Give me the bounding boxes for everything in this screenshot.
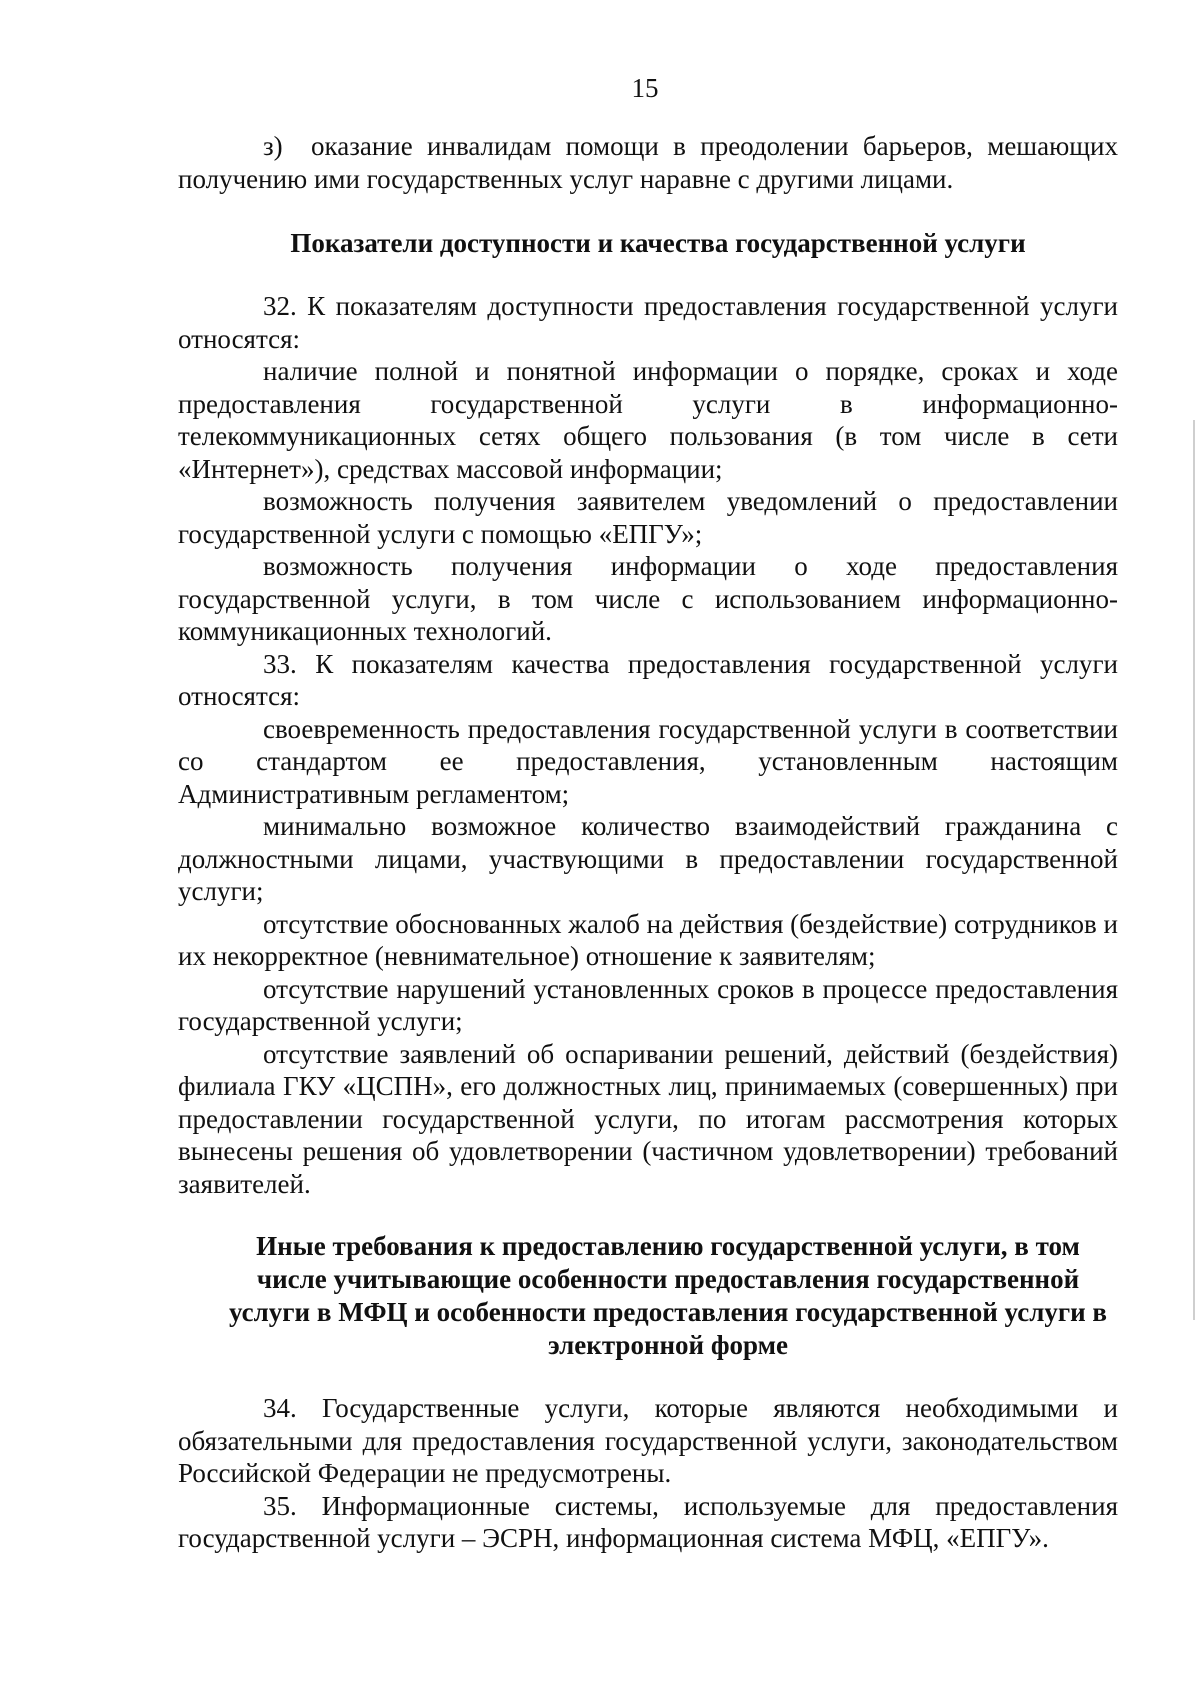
paragraph-33-d: отсутствие нарушений установленных сроков в процессе предоставления государственной услуги; (178, 973, 1118, 1036)
page-number: 15 (631, 73, 659, 103)
paragraph-33-e: отсутствие заявлений об оспаривании решений, действий (бездействия) филиала ГКУ «ЦСПН», его должностных лиц, принимаемых (совершенных) при предоставлении государственной услуги, по итогам рассмотрения которых вынесены решения об удовлетворении (частичном удовлетворении) требований заявителей. (178, 1038, 1118, 1199)
list-marker: з) (263, 131, 283, 161)
section-heading-block (178, 227, 1118, 260)
paragraph-33: 33. К показателям качества предоставления государственной услуги относятся: (178, 648, 1118, 711)
section-heading-block (178, 1230, 1118, 1362)
section-heading-other-requirements: Иные требования к предоставлению государственной услуги, в том числе учитывающие особенности предоставления государственной услуги в МФЦ и особенности предоставления государственной услуги в электронной форме (229, 1231, 1107, 1360)
paragraph-34: 34. Государственные услуги, которые являются необходимыми и обязательными для предоставления государственной услуги, законодательством Российской Федерации не предусмотрены. (178, 1393, 1118, 1488)
paragraph-35: 35. Информационные системы, используемые для предоставления государственной услуги – ЭСРН, информационная система МФЦ, «ЕПГУ». (178, 1490, 1118, 1553)
paragraph-32: 32. К показателям доступности предоставления государственной услуги относятся: (178, 291, 1118, 354)
paragraph-33-b: минимально возможное количество взаимодействий гражданина с должностными лицами, участвующими в предоставлении государственной услуги; (178, 811, 1118, 906)
paragraph-33-c: отсутствие обоснованных жалоб на действия (бездействие) сотрудников и их некорректное (невнимательное) отношение к заявителям; (178, 908, 1118, 971)
paragraph-32-b: возможность получения заявителем уведомлений о предоставлении государственной услуги с помощью «ЕПГУ»; (178, 486, 1118, 549)
paragraph-33-a: своевременность предоставления государственной услуги в соответствии со стандартом ее предоставления, установленным настоящим Административным регламентом; (178, 713, 1118, 809)
paragraph-32-a: наличие полной и понятной информации о порядке, сроках и ходе предоставления государственной услуги в информационно-телекоммуникационных сетях общего пользования (в том числе в сети «Интернет»), средствах массовой информации; (178, 356, 1118, 484)
section-heading-accessibility: Показатели доступности и качества государственной услуги (290, 228, 1026, 258)
paragraph-32-c: возможность получения информации о ходе предоставления государственной услуги, в том числе с использованием информационно-коммуникационных технологий. (178, 551, 1118, 646)
document-body (178, 130, 1118, 1555)
scan-edge-line (1193, 420, 1195, 1320)
list-item-text: оказание инвалидам помощи в преодолении барьеров, мешающих получению ими государственных услуг наравне с другими лицами. (178, 131, 1118, 194)
list-item-z (178, 130, 1118, 195)
